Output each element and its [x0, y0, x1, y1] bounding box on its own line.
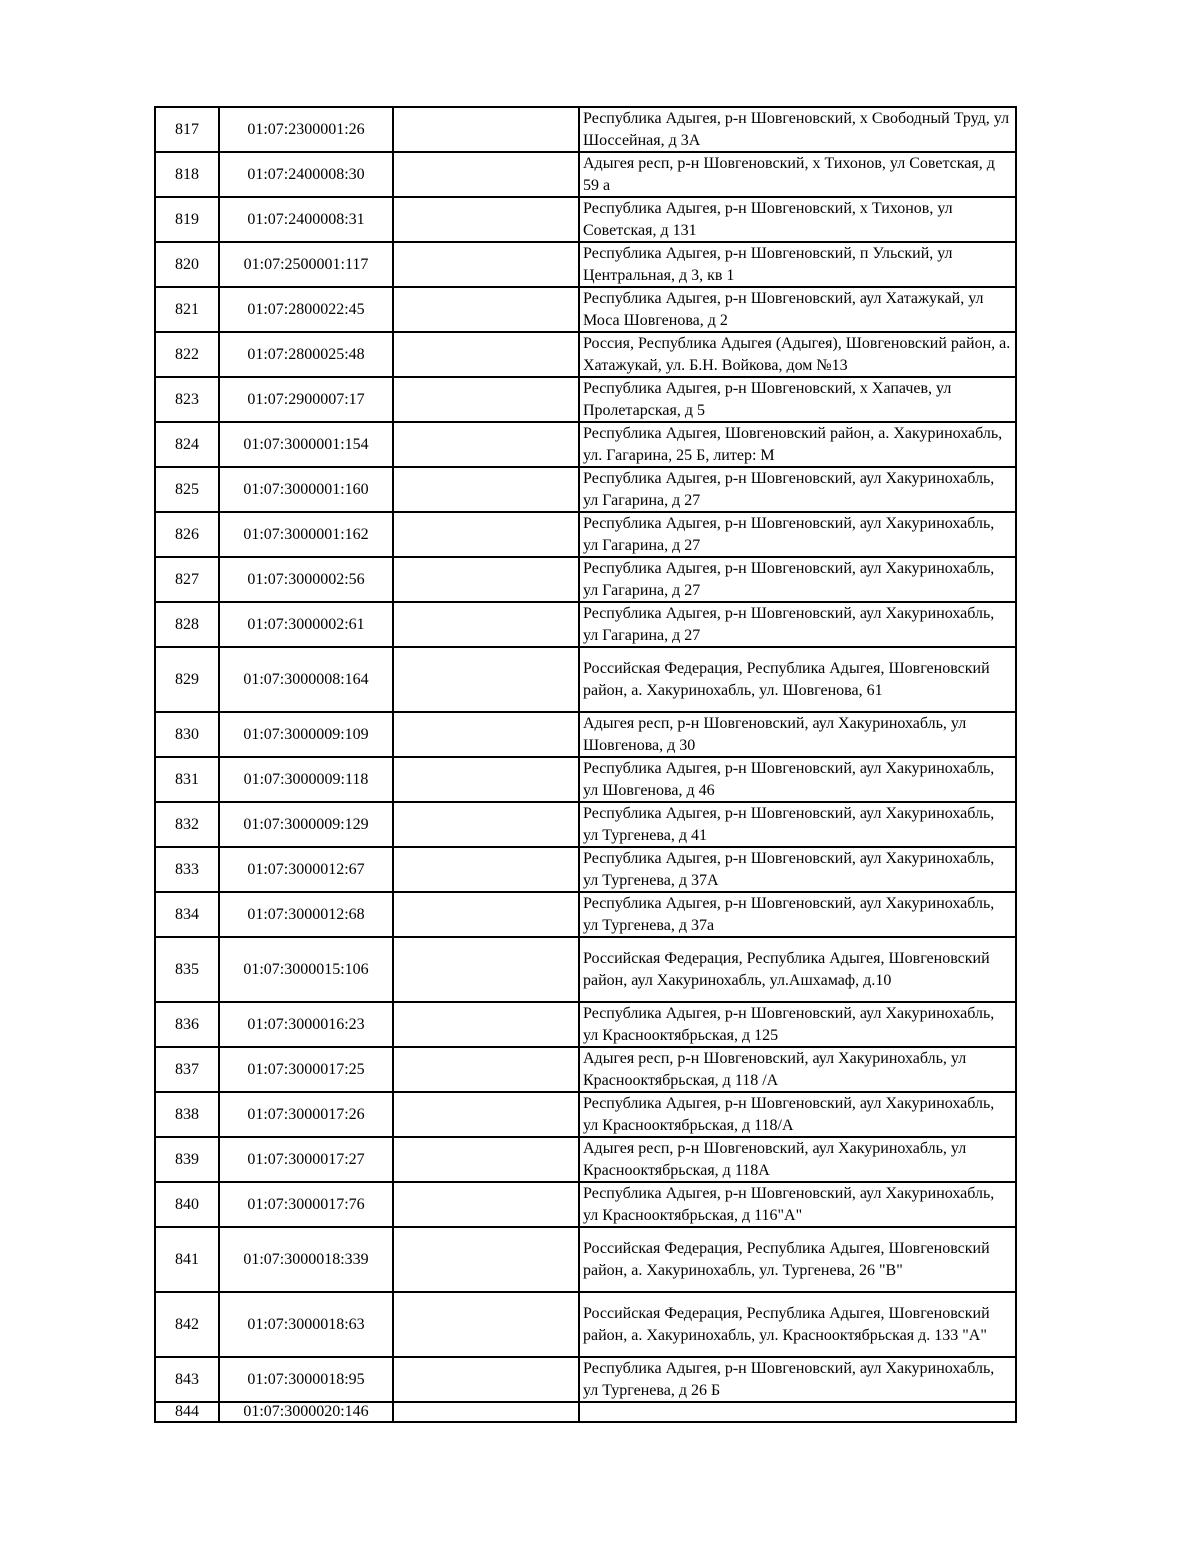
address-cell: Республика Адыгея, р-н Шовгеновский, х Свободный Труд, ул Шоссейная, д 3А: [579, 107, 1016, 152]
cadastral-number-cell: 01:07:3000001:154: [219, 422, 393, 467]
empty-cell: [393, 1357, 579, 1402]
row-number-cell: 833: [155, 847, 219, 892]
table-row: [155, 557, 1016, 602]
table-row: [155, 937, 1016, 1002]
empty-cell: [393, 1002, 579, 1047]
row-number-cell: 819: [155, 197, 219, 242]
cadastral-number-cell: 01:07:3000012:67: [219, 847, 393, 892]
table-row: [155, 1292, 1016, 1357]
table-row: [155, 647, 1016, 712]
table-row: [155, 1402, 1016, 1422]
empty-cell: [393, 1047, 579, 1092]
table-row: [155, 1357, 1016, 1402]
empty-cell: [393, 1092, 579, 1137]
row-number-cell: 827: [155, 557, 219, 602]
row-number-cell: 839: [155, 1137, 219, 1182]
table-row: [155, 242, 1016, 287]
address-cell: Республика Адыгея, р-н Шовгеновский, аул Хакуринохабль, ул Шовгенова, д 46: [579, 757, 1016, 802]
address-cell: Адыгея респ, р-н Шовгеновский, аул Хакуринохабль, ул Шовгенова, д 30: [579, 712, 1016, 757]
cadastral-number-cell: 01:07:2400008:31: [219, 197, 393, 242]
cadastral-number-cell: 01:07:3000008:164: [219, 647, 393, 712]
cadastral-number-cell: 01:07:2800022:45: [219, 287, 393, 332]
address-cell: Республика Адыгея, Шовгеновский район, а. Хакуринохабль, ул. Гагарина, 25 Б, литер: М: [579, 422, 1016, 467]
cadastral-number-cell: 01:07:3000009:129: [219, 802, 393, 847]
table-body: [155, 107, 1016, 1422]
empty-cell: [393, 242, 579, 287]
address-cell: Российская Федерация, Республика Адыгея, Шовгеновский район, а. Хакуринохабль, ул. Шовгенова, 61: [579, 647, 1016, 712]
cadastral-number-cell: 01:07:2900007:17: [219, 377, 393, 422]
empty-cell: [393, 422, 579, 467]
row-number-cell: 829: [155, 647, 219, 712]
empty-cell: [393, 332, 579, 377]
empty-cell: [393, 107, 579, 152]
empty-cell: [393, 1292, 579, 1357]
table-row: [155, 197, 1016, 242]
table-row: [155, 1092, 1016, 1137]
address-cell: Адыгея респ, р-н Шовгеновский, аул Хакуринохабль, ул Краснооктябрьская, д 118 /А: [579, 1047, 1016, 1092]
row-number-cell: 821: [155, 287, 219, 332]
table-row: [155, 712, 1016, 757]
cadastral-number-cell: 01:07:2500001:117: [219, 242, 393, 287]
row-number-cell: 824: [155, 422, 219, 467]
address-cell: Республика Адыгея, р-н Шовгеновский, аул Хакуринохабль, ул Тургенева, д 41: [579, 802, 1016, 847]
empty-cell: [393, 847, 579, 892]
empty-cell: [393, 467, 579, 512]
row-number-cell: 843: [155, 1357, 219, 1402]
address-cell: Республика Адыгея, р-н Шовгеновский, х Хапачев, ул Пролетарская, д 5: [579, 377, 1016, 422]
cadastral-number-cell: 01:07:3000009:118: [219, 757, 393, 802]
table-row: [155, 847, 1016, 892]
table-row: [155, 892, 1016, 937]
empty-cell: [393, 1402, 579, 1422]
table-row: [155, 602, 1016, 647]
address-cell: Российская Федерация, Республика Адыгея, Шовгеновский район, аул Хакуринохабль, ул.Ашхамаф, д.10: [579, 937, 1016, 1002]
address-cell: Республика Адыгея, р-н Шовгеновский, аул Хатажукай, ул Моса Шовгенова, д 2: [579, 287, 1016, 332]
address-cell: Республика Адыгея, р-н Шовгеновский, аул Хакуринохабль, ул Краснооктябрьская, д 125: [579, 1002, 1016, 1047]
address-cell: Республика Адыгея, р-н Шовгеновский, аул Хакуринохабль, ул Гагарина, д 27: [579, 467, 1016, 512]
empty-cell: [393, 557, 579, 602]
cadastral-number-cell: 01:07:2800025:48: [219, 332, 393, 377]
cadastral-number-cell: 01:07:3000012:68: [219, 892, 393, 937]
cadastral-number-cell: 01:07:3000018:95: [219, 1357, 393, 1402]
row-number-cell: 844: [155, 1402, 219, 1422]
empty-cell: [393, 512, 579, 557]
empty-cell: [393, 937, 579, 1002]
cadastral-number-cell: 01:07:3000018:63: [219, 1292, 393, 1357]
empty-cell: [393, 1137, 579, 1182]
empty-cell: [393, 197, 579, 242]
address-cell: Адыгея респ, р-н Шовгеновский, х Тихонов, ул Советская, д 59 а: [579, 152, 1016, 197]
cadastral-number-cell: 01:07:3000018:339: [219, 1227, 393, 1292]
cadastral-number-cell: 01:07:2400008:30: [219, 152, 393, 197]
cadastral-number-cell: 01:07:3000017:76: [219, 1182, 393, 1227]
empty-cell: [393, 1182, 579, 1227]
row-number-cell: 825: [155, 467, 219, 512]
address-cell: Республика Адыгея, р-н Шовгеновский, аул Хакуринохабль, ул Гагарина, д 27: [579, 602, 1016, 647]
row-number-cell: 842: [155, 1292, 219, 1357]
empty-cell: [393, 152, 579, 197]
property-registry-table: [154, 106, 1017, 1423]
table-row: [155, 802, 1016, 847]
address-cell: [579, 1402, 1016, 1422]
address-cell: Республика Адыгея, р-н Шовгеновский, х Тихонов, ул Советская, д 131: [579, 197, 1016, 242]
cadastral-number-cell: 01:07:3000017:27: [219, 1137, 393, 1182]
address-cell: Адыгея респ, р-н Шовгеновский, аул Хакуринохабль, ул Краснооктябрьская, д 118А: [579, 1137, 1016, 1182]
address-cell: Республика Адыгея, р-н Шовгеновский, аул Хакуринохабль, ул Краснооктябрьская, д 116"А": [579, 1182, 1016, 1227]
table-row: [155, 377, 1016, 422]
table-row: [155, 1047, 1016, 1092]
cadastral-number-cell: 01:07:3000015:106: [219, 937, 393, 1002]
row-number-cell: 822: [155, 332, 219, 377]
row-number-cell: 826: [155, 512, 219, 557]
cadastral-number-cell: 01:07:3000017:26: [219, 1092, 393, 1137]
table-row: [155, 512, 1016, 557]
empty-cell: [393, 892, 579, 937]
empty-cell: [393, 757, 579, 802]
cadastral-number-cell: 01:07:3000002:61: [219, 602, 393, 647]
row-number-cell: 841: [155, 1227, 219, 1292]
cadastral-number-cell: 01:07:3000002:56: [219, 557, 393, 602]
table-row: [155, 422, 1016, 467]
table-row: [155, 1182, 1016, 1227]
address-cell: Республика Адыгея, р-н Шовгеновский, аул Хакуринохабль, ул Гагарина, д 27: [579, 557, 1016, 602]
address-cell: Российская Федерация, Республика Адыгея, Шовгеновский район, а. Хакуринохабль, ул. Краснооктябрьская д. 133 "А": [579, 1292, 1016, 1357]
empty-cell: [393, 602, 579, 647]
row-number-cell: 834: [155, 892, 219, 937]
row-number-cell: 831: [155, 757, 219, 802]
table-row: [155, 467, 1016, 512]
cadastral-number-cell: 01:07:2300001:26: [219, 107, 393, 152]
address-cell: Республика Адыгея, р-н Шовгеновский, аул Хакуринохабль, ул Краснооктябрьская, д 118/А: [579, 1092, 1016, 1137]
row-number-cell: 835: [155, 937, 219, 1002]
row-number-cell: 836: [155, 1002, 219, 1047]
row-number-cell: 832: [155, 802, 219, 847]
row-number-cell: 838: [155, 1092, 219, 1137]
row-number-cell: 817: [155, 107, 219, 152]
address-cell: Республика Адыгея, р-н Шовгеновский, аул Хакуринохабль, ул Тургенева, д 37А: [579, 847, 1016, 892]
empty-cell: [393, 377, 579, 422]
table-row: [155, 107, 1016, 152]
address-cell: Россия, Республика Адыгея (Адыгея), Шовгеновский район, а. Хатажукай, ул. Б.Н. Войкова, дом №13: [579, 332, 1016, 377]
empty-cell: [393, 647, 579, 712]
row-number-cell: 828: [155, 602, 219, 647]
table-row: [155, 1137, 1016, 1182]
cadastral-number-cell: 01:07:3000020:146: [219, 1402, 393, 1422]
table-row: [155, 757, 1016, 802]
row-number-cell: 830: [155, 712, 219, 757]
address-cell: Российская Федерация, Республика Адыгея, Шовгеновский район, а. Хакуринохабль, ул. Тургенева, 26 "В": [579, 1227, 1016, 1292]
table-row: [155, 152, 1016, 197]
empty-cell: [393, 802, 579, 847]
row-number-cell: 818: [155, 152, 219, 197]
empty-cell: [393, 287, 579, 332]
cadastral-number-cell: 01:07:3000017:25: [219, 1047, 393, 1092]
table-row: [155, 1227, 1016, 1292]
cadastral-number-cell: 01:07:3000009:109: [219, 712, 393, 757]
table-row: [155, 332, 1016, 377]
empty-cell: [393, 1227, 579, 1292]
row-number-cell: 820: [155, 242, 219, 287]
address-cell: Республика Адыгея, р-н Шовгеновский, аул Хакуринохабль, ул Тургенева, д 37а: [579, 892, 1016, 937]
cadastral-number-cell: 01:07:3000001:160: [219, 467, 393, 512]
cadastral-number-cell: 01:07:3000016:23: [219, 1002, 393, 1047]
table-row: [155, 287, 1016, 332]
row-number-cell: 837: [155, 1047, 219, 1092]
table-row: [155, 1002, 1016, 1047]
row-number-cell: 840: [155, 1182, 219, 1227]
address-cell: Республика Адыгея, р-н Шовгеновский, п Ульский, ул Центральная, д 3, кв 1: [579, 242, 1016, 287]
cadastral-number-cell: 01:07:3000001:162: [219, 512, 393, 557]
row-number-cell: 823: [155, 377, 219, 422]
address-cell: Республика Адыгея, р-н Шовгеновский, аул Хакуринохабль, ул Тургенева, д 26 Б: [579, 1357, 1016, 1402]
empty-cell: [393, 712, 579, 757]
address-cell: Республика Адыгея, р-н Шовгеновский, аул Хакуринохабль, ул Гагарина, д 27: [579, 512, 1016, 557]
